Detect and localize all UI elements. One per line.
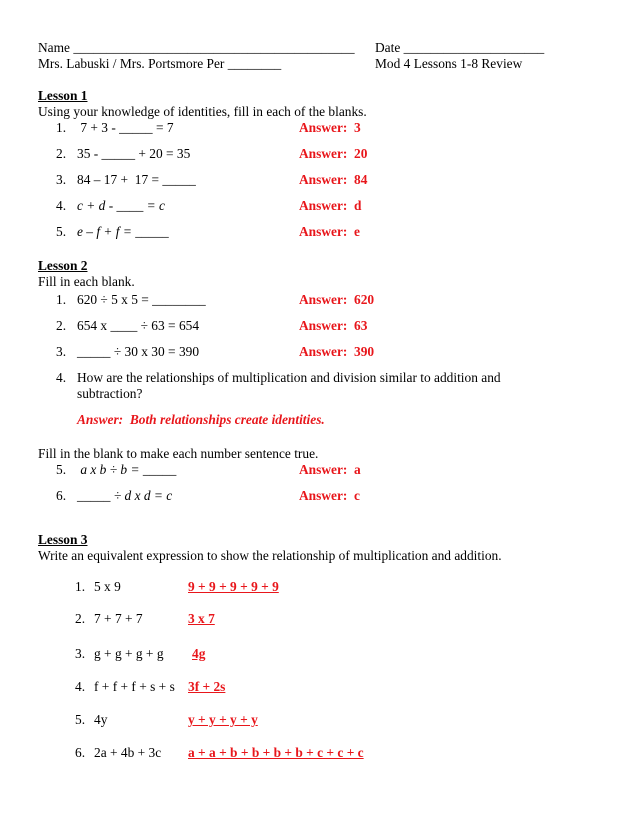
list-item-question: 4y <box>94 712 108 727</box>
list-item-answer: 9 + 9 + 9 + 9 + 9 <box>188 579 279 594</box>
list-item-question: 620 ÷ 5 x 5 = ________ <box>77 292 206 307</box>
list-item-answer: Answer: c <box>299 488 360 503</box>
list-item-answer: Answer: a <box>299 462 361 477</box>
list-item-question: g + g + g + g <box>94 646 164 661</box>
list-item-question: f + f + f + s + s <box>94 679 175 694</box>
question-4-line2: subtraction? <box>77 386 143 401</box>
list-item-question: _____ ÷ 30 x 30 = 390 <box>77 344 200 359</box>
list-item-question: c + d - ____ = c <box>77 198 165 213</box>
list-item-number: 5. <box>56 224 67 239</box>
list-item-question: _____ ÷ d x d = c <box>77 488 173 503</box>
question-4-line1: How are the relationships of multiplication and division similar to addition and <box>77 370 501 385</box>
lesson2-instructions: Fill in each blank. <box>38 274 135 289</box>
date-line: Date _____________________ <box>375 40 545 55</box>
list-item-answer: Answer: 390 <box>299 344 375 359</box>
teacher-line: Mrs. Labuski / Mrs. Portsmore Per ________ <box>38 56 282 71</box>
list-item-question: a x b ÷ b = _____ <box>77 462 177 477</box>
lesson3-instructions: Write an equivalent expression to show the relationship of multiplication and addition. <box>38 548 502 563</box>
list-item-number: 5. <box>75 712 86 727</box>
lesson3-heading: Lesson 3 <box>38 532 88 547</box>
list-item-question: 2a + 4b + 3c <box>94 745 162 760</box>
list-item-question: 7 + 7 + 7 <box>94 611 143 626</box>
page-title: Mod 4 Lessons 1-8 Review <box>375 56 523 71</box>
lesson1-heading: Lesson 1 <box>38 88 88 103</box>
list-item-answer: Answer: d <box>299 198 362 213</box>
list-item-number: 3. <box>56 172 67 187</box>
list-item-answer: a + a + b + b + b + b + c + c + c <box>188 745 364 760</box>
list-item-number: 6. <box>56 488 67 503</box>
list-item-number: 1. <box>56 120 67 135</box>
question-4-answer: Answer: Both relationships create identities. <box>77 412 325 427</box>
lesson2-instructions-2: Fill in the blank to make each number sentence true. <box>38 446 319 461</box>
list-item-number: 2. <box>56 318 67 333</box>
list-item-question: 35 - _____ + 20 = 35 <box>77 146 191 161</box>
list-item-answer: Answer: 620 <box>299 292 375 307</box>
list-item-number: 5. <box>56 462 67 477</box>
list-item-question: 7 + 3 - _____ = 7 <box>77 120 174 135</box>
list-item-number: 6. <box>75 745 86 760</box>
list-item-answer: 4g <box>192 646 206 661</box>
list-item-number: 1. <box>75 579 86 594</box>
list-item-number: 3. <box>75 646 86 661</box>
list-item-question: 5 x 9 <box>94 579 121 594</box>
list-item-answer: 3 x 7 <box>188 611 215 626</box>
list-item-number: 4. <box>56 198 67 213</box>
name-line: Name __________________________________________ <box>38 40 355 55</box>
list-item-question: 654 x ____ ÷ 63 = 654 <box>77 318 200 333</box>
list-item-answer: Answer: 3 <box>299 120 361 135</box>
list-item-number: 3. <box>56 344 67 359</box>
list-item-number: 2. <box>75 611 86 626</box>
list-item-answer: Answer: 84 <box>299 172 368 187</box>
list-item-answer: Answer: e <box>299 224 360 239</box>
list-item-number: 2. <box>56 146 67 161</box>
list-item-question: 84 – 17 + 17 = _____ <box>77 172 196 187</box>
list-item-answer: 3f + 2s <box>188 679 226 694</box>
list-item-answer: y + y + y + y <box>188 712 258 727</box>
list-item-answer: Answer: 63 <box>299 318 368 333</box>
list-item-number: 1. <box>56 292 67 307</box>
list-item-number: 4. <box>75 679 86 694</box>
lesson2-heading: Lesson 2 <box>38 258 88 273</box>
list-item-question: e – f + f = _____ <box>77 224 169 239</box>
list-item-number: 4. <box>56 370 67 385</box>
list-item-answer: Answer: 20 <box>299 146 368 161</box>
lesson1-instructions: Using your knowledge of identities, fill in each of the blanks. <box>38 104 367 119</box>
